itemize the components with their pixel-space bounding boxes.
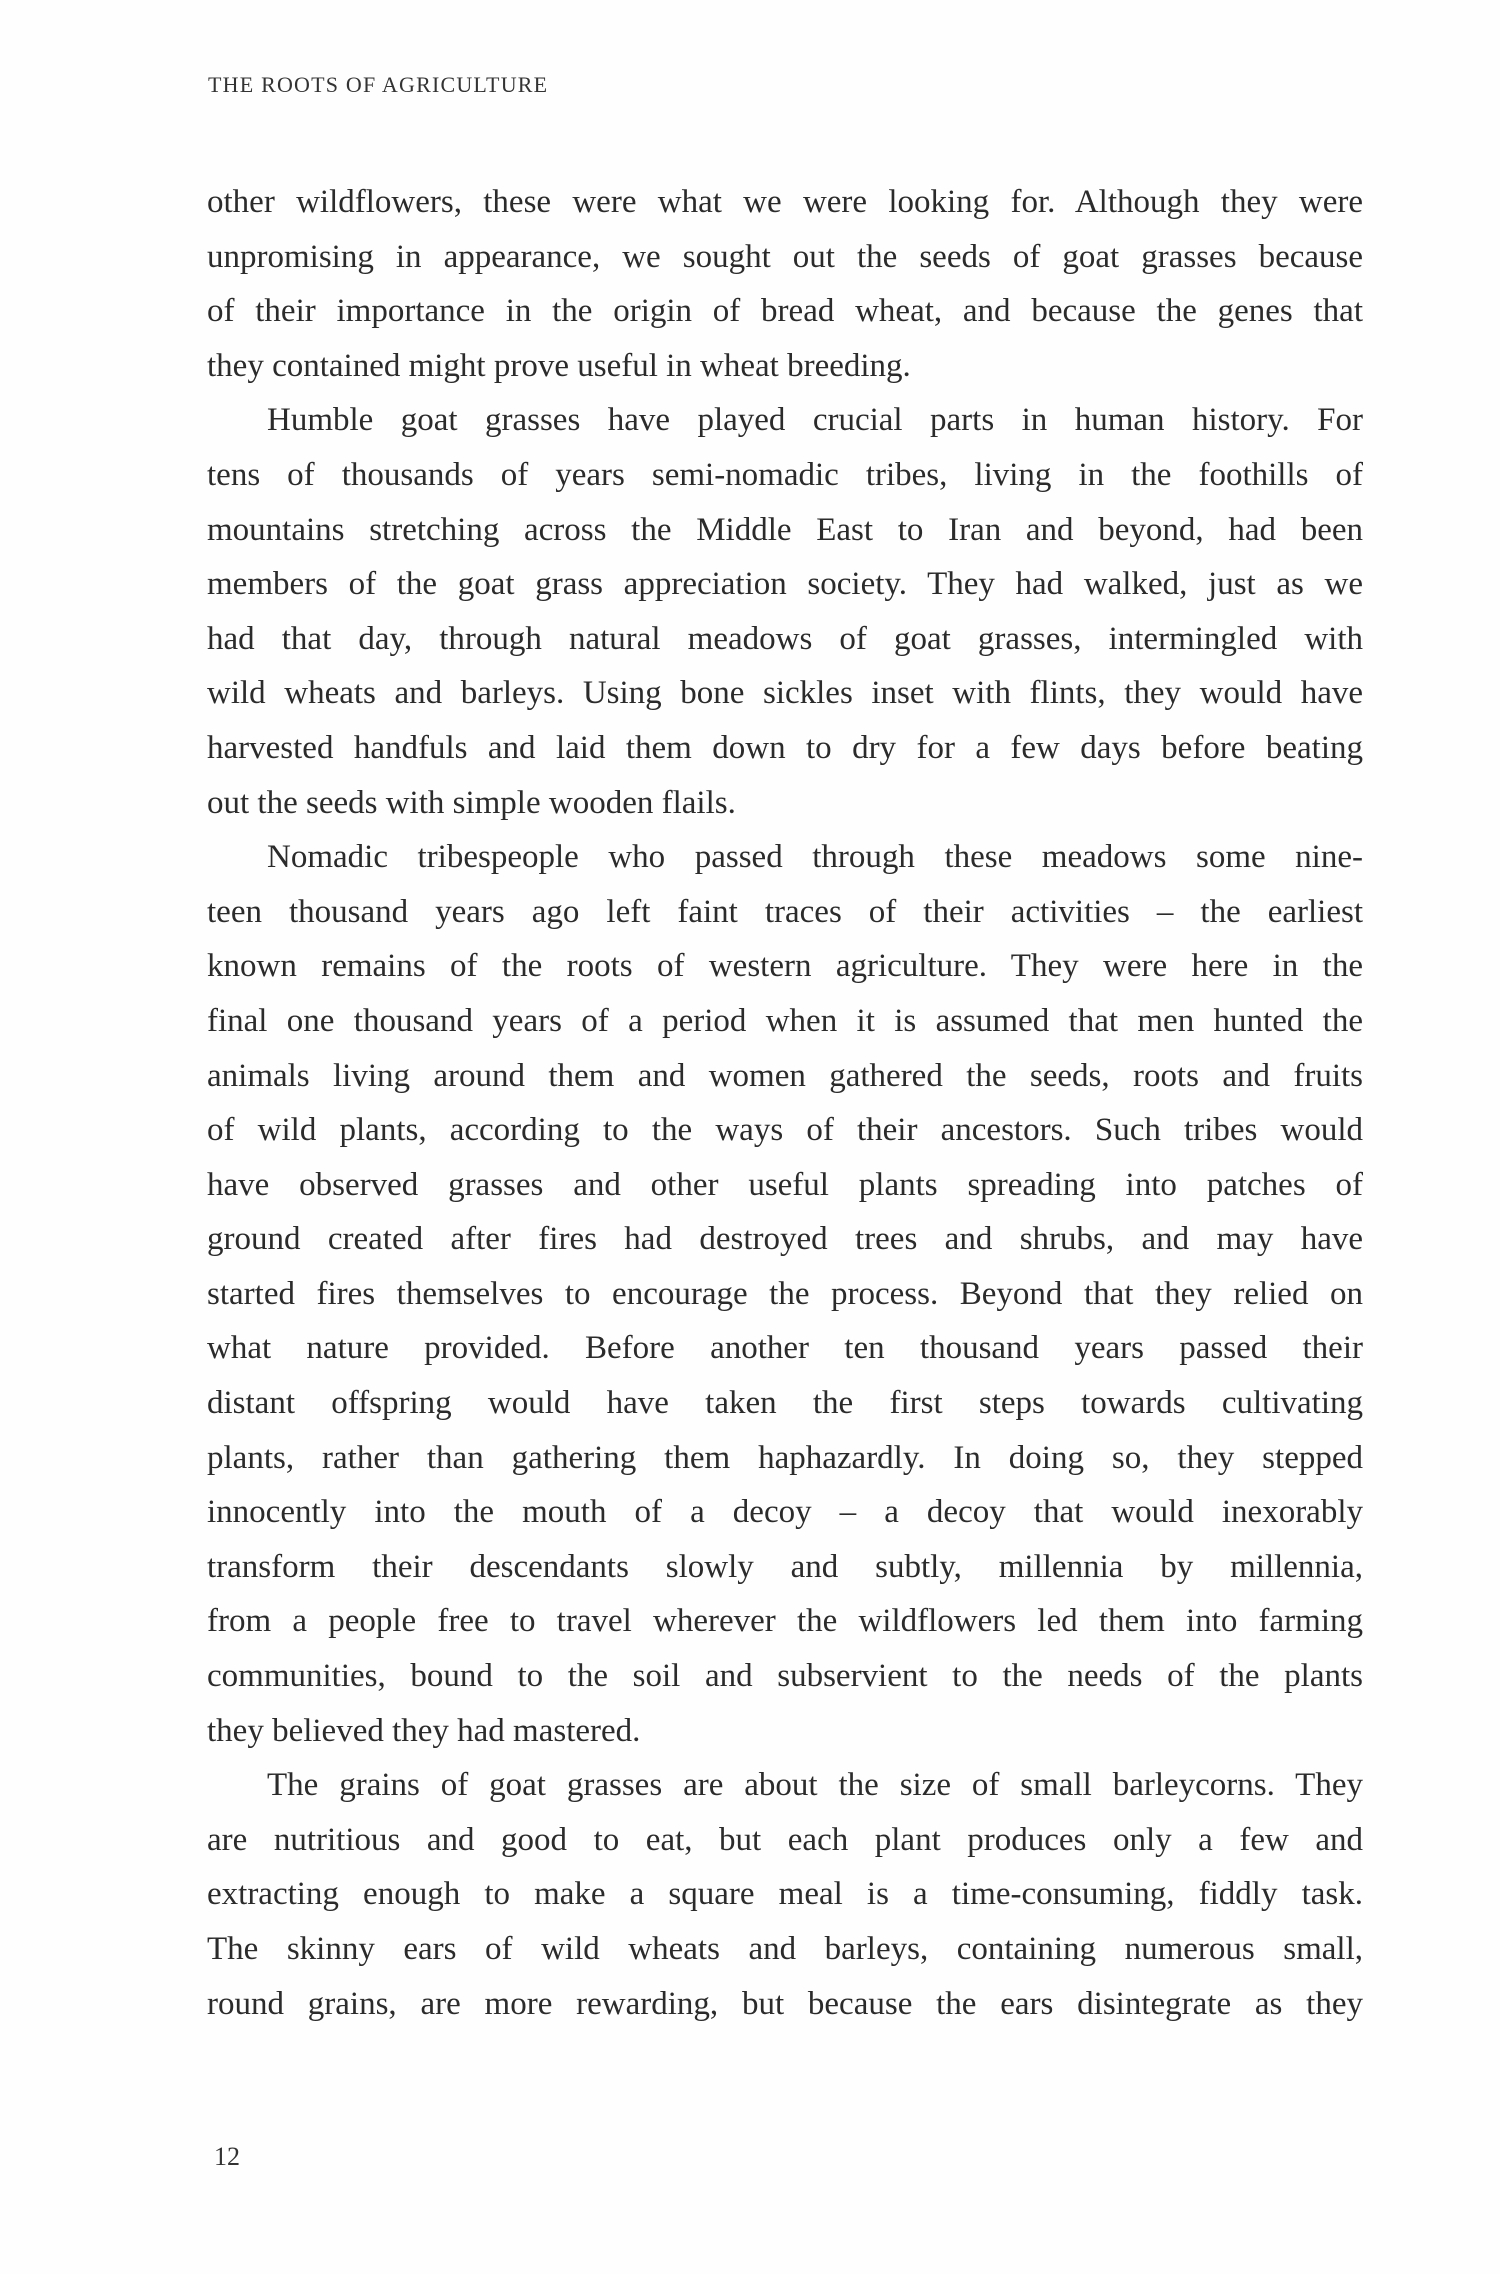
- text-line: animals living around them and women gathered the seeds, roots and fruits: [207, 1057, 1363, 1094]
- text-line: they contained might prove useful in wheat breeding.: [207, 347, 911, 384]
- text-line: out the seeds with simple wooden flails.: [207, 784, 736, 821]
- text-line: what nature provided. Before another ten thousand years passed their: [207, 1330, 1363, 1367]
- text-line: of wild plants, according to the ways of their ancestors. Such tribes would: [207, 1112, 1363, 1149]
- text-line: mountains stretching across the Middle East to Iran and beyond, had been: [207, 511, 1363, 548]
- paragraph: [207, 830, 1363, 1758]
- text-line: The grains of goat grasses are about the size of small barleycorns. They: [267, 1767, 1363, 1804]
- text-line: Nomadic tribespeople who passed through these meadows some nine-: [267, 839, 1363, 876]
- text-line: wild wheats and barleys. Using bone sickles inset with flints, they would have: [207, 675, 1363, 712]
- paragraph: [207, 393, 1363, 830]
- text-line: members of the goat grass appreciation society. They had walked, just as we: [207, 566, 1363, 603]
- text-line: ground created after fires had destroyed trees and shrubs, and may have: [207, 1221, 1363, 1258]
- text-line: extracting enough to make a square meal is a time-consuming, fiddly task.: [207, 1876, 1363, 1913]
- text-line: known remains of the roots of western agriculture. They were here in the: [207, 948, 1363, 985]
- running-head: THE ROOTS OF AGRICULTURE: [208, 72, 549, 97]
- text-line: from a people free to travel wherever the wildflowers led them into farming: [207, 1603, 1363, 1640]
- text-line: The skinny ears of wild wheats and barleys, containing numerous small,: [207, 1931, 1363, 1967]
- paragraph: [207, 1758, 1363, 2031]
- text-line: have observed grasses and other useful plants spreading into patches of: [207, 1166, 1363, 1203]
- page-number: 12: [214, 2142, 240, 2171]
- text-line: distant offspring would have taken the first steps towards cultivating: [207, 1385, 1363, 1422]
- text-line: transform their descendants slowly and subtly, millennia by millennia,: [207, 1548, 1363, 1585]
- text-line: plants, rather than gathering them haphazardly. In doing so, they stepped: [207, 1439, 1363, 1476]
- text-line: are nutritious and good to eat, but each plant produces only a few and: [207, 1821, 1363, 1858]
- text-line: Humble goat grasses have played crucial parts in human history. For: [267, 402, 1363, 439]
- paragraph: [207, 175, 1363, 393]
- text-line: unpromising in appearance, we sought out the seeds of goat grasses because: [207, 238, 1363, 275]
- text-line: harvested handfuls and laid them down to dry for a few days before beating: [207, 729, 1363, 766]
- text-line: of their importance in the origin of bread wheat, and because the genes that: [207, 293, 1363, 330]
- text-line: had that day, through natural meadows of goat grasses, intermingled with: [207, 620, 1363, 657]
- text-line: final one thousand years of a period when it is assumed that men hunted the: [207, 1002, 1363, 1039]
- body-text: [207, 175, 1363, 2031]
- text-line: they believed they had mastered.: [207, 1712, 641, 1749]
- text-line: started fires themselves to encourage the process. Beyond that they relied on: [207, 1275, 1363, 1312]
- text-line: tens of thousands of years semi-nomadic tribes, living in the foothills of: [207, 456, 1363, 493]
- text-line: round grains, are more rewarding, but because the ears disintegrate as they: [207, 1985, 1363, 2022]
- text-line: other wildflowers, these were what we were looking for. Although they were: [207, 184, 1363, 220]
- text-line: communities, bound to the soil and subservient to the needs of the plants: [207, 1658, 1363, 1695]
- text-line: teen thousand years ago left faint traces of their activities – the earliest: [207, 893, 1363, 930]
- text-line: innocently into the mouth of a decoy – a decoy that would inexorably: [207, 1494, 1363, 1531]
